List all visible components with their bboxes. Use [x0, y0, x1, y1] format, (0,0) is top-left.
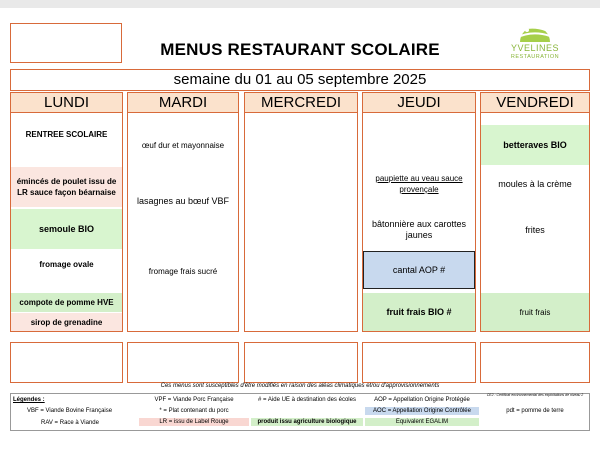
legend-aide: # = Aide UE à destination des écoles: [258, 397, 356, 403]
footer-box-lundi: [10, 342, 123, 383]
column-vendredi: [480, 92, 590, 332]
legend-lr: LR = issu de Label Rouge: [139, 418, 249, 426]
legend-pdt: pdt = pomme de terre: [506, 408, 564, 414]
day-header-jeudi: JEUDI: [363, 93, 475, 113]
legend-bio: produit issu agriculture biologique: [251, 418, 363, 426]
menu-item: sirop de grenadine: [11, 313, 122, 331]
legend-heading: Légendes :: [13, 397, 45, 403]
column-lundi: [10, 92, 123, 332]
column-jeudi: [362, 92, 476, 332]
day-header-mercredi: MERCREDI: [245, 93, 357, 113]
menu-item: semoule BIO: [11, 209, 122, 249]
menu-item: RENTREE SCOLAIRE: [25, 129, 108, 139]
logo-sun-icon: [500, 18, 570, 46]
legend-rav: RAV = Race à Viande: [41, 420, 99, 426]
menu-item: fruit frais BIO #: [363, 293, 475, 331]
logo-subtext: RESTAURATION: [510, 54, 560, 60]
legend-aop: AOP = Appellation Origine Protégée: [374, 397, 470, 403]
top-band: [0, 0, 600, 8]
yvelines-logo: [500, 18, 570, 66]
footer-box-mardi: [127, 342, 239, 383]
column-mercredi: [244, 92, 358, 332]
legend-vbf: VBF = Viande Bovine Française: [27, 408, 113, 414]
menu-item: fruit frais: [481, 293, 589, 331]
day-header-mardi: MARDI: [128, 93, 238, 113]
week-banner: semaine du 01 au 05 septembre 2025: [10, 69, 590, 91]
menu-item: fromage frais sucré: [148, 266, 218, 276]
logo-text: YVELINES: [510, 43, 560, 53]
footer-box-vendredi: [480, 342, 590, 383]
page-title: MENUS RESTAURANT SCOLAIRE: [160, 40, 440, 59]
legend-ce2: CE2 : Certificat environnemental des exploitations de niveau 2: [486, 393, 584, 397]
day-header-lundi: LUNDI: [11, 93, 122, 113]
legend-egalim: Equivalent EGALIM: [365, 418, 479, 426]
legend-porc: * = Plat contenant du porc: [159, 408, 229, 414]
menu-item: lasagnes au bœuf VBF: [136, 195, 230, 206]
footer-box-mercredi: [244, 342, 358, 383]
menu-item: moules à la crème: [498, 178, 572, 189]
column-mardi: [127, 92, 239, 332]
menu-item: œuf dur et mayonnaise: [141, 140, 225, 150]
legend-aoc: AOC = Appellation Origine Contrôlée: [365, 407, 479, 415]
menu-item: paupiette au veau sauce provençale: [375, 174, 463, 194]
menu-item: frites: [525, 224, 545, 235]
menu-item: betteraves BIO: [481, 125, 589, 165]
day-header-vendredi: VENDREDI: [481, 93, 589, 113]
menu-item: compote de pomme HVE: [11, 293, 122, 312]
menu-item: émincés de poulet issu de LR sauce façon béarnaise: [11, 167, 122, 207]
menu-item: cantal AOP #: [363, 251, 475, 289]
disclaimer-note: Ces menus sont susceptibles d'être modifiés en raison des aléas climatiques et/ou d'approvisionnements: [160, 383, 440, 389]
menu-item: fromage ovale: [39, 259, 94, 269]
legend-vpf: VPF = Viande Porc Française: [154, 397, 234, 403]
logo-placeholder-box: [10, 23, 122, 63]
legend-box: [10, 393, 590, 431]
footer-box-jeudi: [362, 342, 476, 383]
menu-item: bâtonnière aux carottes jaunes: [371, 219, 467, 240]
